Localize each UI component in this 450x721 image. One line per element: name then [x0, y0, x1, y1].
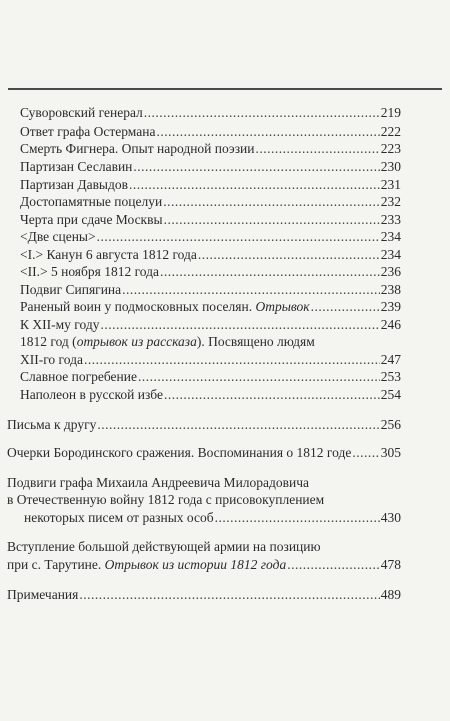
toc-entry-page: 219	[380, 105, 401, 120]
dot-leader	[160, 263, 380, 280]
header-rule	[8, 88, 442, 90]
toc-entry-page: 253	[380, 369, 401, 384]
toc-entry-page: 236	[380, 264, 401, 279]
toc-entry-page: 305	[380, 445, 401, 460]
toc-entry-title: <I.> Канун 6 августа 1812 года	[20, 247, 197, 262]
dot-leader	[198, 246, 380, 263]
dot-leader	[164, 211, 380, 228]
toc-entry-page: 234	[380, 247, 401, 262]
dot-leader	[138, 368, 380, 385]
toc-entry-title: Партизан Сеславин	[20, 159, 133, 174]
toc-entry-page: 233	[380, 212, 401, 227]
toc-entry	[7, 509, 401, 526]
dot-leader	[79, 586, 379, 603]
toc-entry-title: Смерть Фигнера. Опыт народной поэзии	[20, 141, 255, 156]
toc-entry	[20, 263, 401, 280]
toc-entry-title: Подвиг Сипягина	[20, 282, 122, 297]
toc-entry-page: 231	[380, 177, 401, 192]
dot-leader	[352, 444, 379, 461]
toc-entry	[20, 246, 401, 263]
toc-entry-title: Партизан Давыдов	[20, 177, 128, 192]
dot-leader	[164, 386, 380, 403]
toc-entry-title: некоторых писем от разных особ	[24, 510, 214, 525]
dot-leader	[129, 176, 380, 193]
toc-entry-title: Наполеон в русской избе	[20, 387, 163, 402]
toc-entry-page: 239	[380, 299, 401, 314]
toc-text: при с. Тарутине.	[7, 557, 102, 572]
dot-leader	[100, 316, 379, 333]
toc-entry-title: Примечания	[7, 587, 79, 602]
toc-entry	[20, 104, 401, 121]
toc-entry	[20, 298, 401, 315]
toc-entry	[7, 586, 401, 603]
toc-entry-title: <Две сцены>	[20, 229, 96, 244]
toc-entry	[20, 316, 401, 333]
toc-entry	[20, 386, 401, 403]
toc-entry-page: 223	[380, 141, 401, 156]
toc-entry-title: Достопамятные поцелуи	[20, 194, 163, 209]
toc-entry-title: К XII-му году	[20, 317, 100, 332]
dot-leader	[97, 228, 380, 245]
toc-entry	[7, 556, 401, 573]
toc-entry-title: Ответ графа Остермана	[20, 124, 156, 139]
toc-entry-title: Суворовский генерал	[20, 105, 143, 120]
toc-entry-page: 222	[380, 124, 401, 139]
toc-entry-title: Очерки Бородинского сражения. Воспоминания о 1812 годе	[7, 445, 352, 460]
toc-entry-title	[7, 556, 286, 573]
toc-entry	[20, 140, 401, 157]
dot-leader	[97, 416, 379, 433]
toc-entry	[20, 228, 401, 245]
toc-entry-page: 232	[380, 194, 401, 209]
toc-entry	[7, 444, 401, 461]
toc-entry-page: 247	[380, 352, 401, 367]
dot-leader	[84, 351, 380, 368]
toc-entry	[7, 416, 401, 433]
toc-entry-title: XII-го года	[20, 352, 83, 367]
toc-entry	[20, 211, 401, 228]
toc-entry-title	[20, 298, 310, 315]
toc-entry-page: 256	[380, 417, 401, 432]
toc-entry-title: Черта при сдаче Москвы	[20, 212, 163, 227]
toc-entry-page: 489	[380, 587, 401, 602]
toc-text-italic: отрывок из рассказа	[76, 334, 197, 349]
toc-entry-line: Вступление большой действующей армии на позицию	[7, 539, 321, 554]
toc-entry	[20, 193, 401, 210]
toc-entry-page: 478	[380, 557, 401, 572]
toc-entry	[20, 123, 401, 140]
toc-text-italic: Отрывок из истории 1812 года	[104, 557, 287, 572]
toc-entry-title: Письма к другу	[7, 417, 97, 432]
dot-leader	[311, 298, 380, 315]
toc-entry-title-text: Раненый воин у подмосковных поселян.	[20, 299, 253, 314]
dot-leader	[163, 193, 380, 210]
toc-entry	[20, 281, 401, 298]
dot-leader	[287, 556, 380, 573]
toc-entry-page: 254	[380, 387, 401, 402]
toc-entry	[20, 351, 401, 368]
dot-leader	[122, 281, 380, 298]
toc-entry-line: в Отечественную войну 1812 года с присовокуплением	[7, 492, 325, 507]
toc-text: ). Посвящено людям	[196, 334, 315, 349]
toc-entry-title: Славное погребение	[20, 369, 137, 384]
toc-entry-line: Подвиги графа Михаила Андреевича Милорадовича	[7, 475, 310, 490]
dot-leader	[156, 123, 379, 140]
toc-entry-title-italic: Отрывок	[255, 299, 310, 314]
toc-entry-title: <II.> 5 ноября 1812 года	[20, 264, 160, 279]
toc-entry	[20, 158, 401, 175]
toc-entry	[20, 368, 401, 385]
dot-leader	[215, 509, 380, 526]
toc-entry-page: 234	[380, 229, 401, 244]
toc-entry-page: 238	[380, 282, 401, 297]
toc-entry	[20, 176, 401, 193]
dot-leader	[133, 158, 379, 175]
toc-text: 1812 год (	[20, 334, 77, 349]
toc-entry-1812-line1	[20, 333, 315, 350]
toc-entry-page: 430	[380, 510, 401, 525]
dot-leader	[255, 140, 379, 157]
toc-entry-page: 230	[380, 159, 401, 174]
toc-entry-page: 246	[380, 317, 401, 332]
dot-leader	[144, 104, 380, 121]
